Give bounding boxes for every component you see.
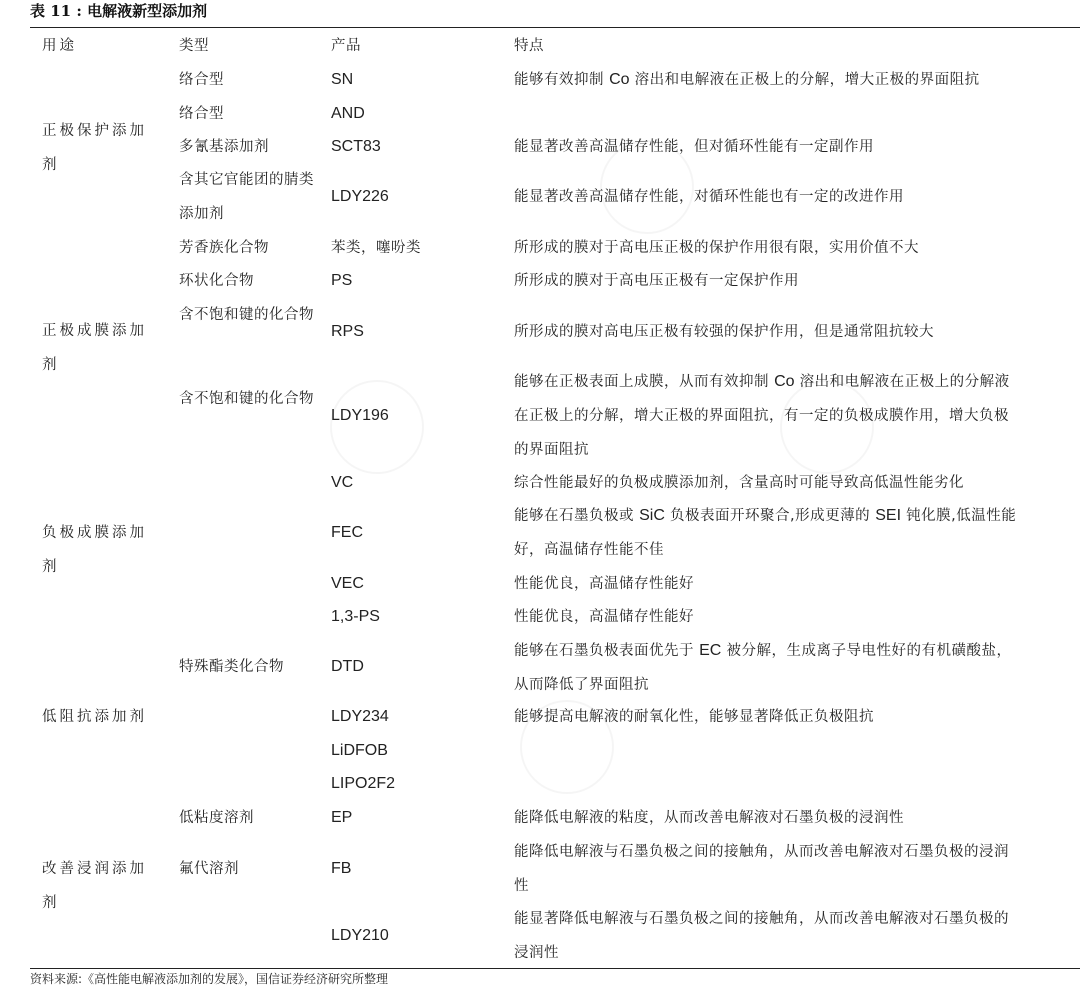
feature-cell: 能降低电解液的粘度，从而改善电解液对石墨负极的浸润性 [514,810,904,826]
type-cell: 络合型 [179,106,224,122]
type-cell: 含不饱和键的化合物 [179,307,314,323]
product-cell: LDY226 [331,188,389,205]
header-product: 产品 [331,38,361,54]
header-type: 类型 [179,38,209,54]
product-cell: LiDFOB [331,742,388,759]
product-cell: FEC [331,524,363,541]
top-rule [30,27,1080,28]
product-cell: SN [331,71,354,88]
product-cell: EP [331,809,353,826]
use-anode-film: 负极成膜添加剂 [42,525,147,575]
feature-cell: 所形成的膜对高电压正极有较强的保护作用，但是通常阻抗较大 [514,324,934,340]
feature-cell: 能够在正极表面上成膜，从而有效抑制 Co 溶出和电解液在正极上的分解液 在正极上的分解，增大正极的界面阻抗，有一定的负极成膜作用，增大负极 的界面阻抗 [514,373,1010,458]
product-cell: RPS [331,323,364,340]
feature-cell: 能够提高电解液的耐氧化性，能够显著降低正负极阻抗 [514,709,874,725]
bottom-rule [30,968,1080,969]
use-cathode-film: 正极成膜添加剂 [42,323,147,373]
feature-cell: 能显著改善高温储存性能，但对循环性能有一定副作用 [514,139,874,155]
product-cell: AND [331,105,365,122]
header-use: 用途 [42,38,77,54]
feature-cell: 所形成的膜对于高电压正极有一定保护作用 [514,273,799,289]
feature-cell: 能降低电解液与石墨负极之间的接触角，从而改善电解液对石墨负极的浸润 性 [514,844,1009,894]
type-cell: 低粘度溶剂 [179,810,254,826]
type-cell: 环状化合物 [179,273,254,289]
feature-cell: 所形成的膜对于高电压正极的保护作用很有限，实用价值不大 [514,240,919,256]
product-cell: 1,3-PS [331,608,380,625]
product-cell: VEC [331,575,364,592]
type-cell: 含不饱和键的化合物 [179,391,314,407]
feature-cell: 能显著降低电解液与石墨负极之间的接触角，从而改善电解液对石墨负极的 浸润性 [514,911,1009,961]
feature-cell: 能显著改善高温储存性能，对循环性能也有一定的改进作用 [514,189,904,205]
type-cell: 络合型 [179,72,224,88]
product-cell: SCT83 [331,138,381,155]
type-cell: 多氰基添加剂 [179,139,269,155]
type-cell: 氟代溶剂 [179,861,239,877]
type-cell: 芳香族化合物 [179,240,269,256]
product-cell: LDY234 [331,708,389,725]
header-feature: 特点 [514,38,544,54]
product-cell: DTD [331,658,364,675]
product-cell: FB [331,860,352,877]
feature-cell: 性能优良，高温储存性能好 [514,609,694,625]
feature-cell: 能够在石墨负极表面优先于 EC 被分解，生成离子导电性好的有机磺酸盐， 从而降低了界面阻抗 [514,642,1012,693]
type-cell: 特殊酯类化合物 [179,659,284,675]
product-cell: 苯类，噻吩类 [331,240,421,256]
product-cell: PS [331,272,353,289]
feature-cell: 能够在石墨负极或 SiC 负极表面开环聚合,形成更薄的 SEI 钝化膜,低温性能 好，高温储存性能不佳 [514,507,1017,558]
feature-cell: 性能优良，高温储存性能好 [514,576,694,592]
source-note: 资料来源:《高性能电解液添加剂的发展》，国信证券经济研究所整理 [30,972,389,986]
use-cathode-protection: 正极保护添加剂 [42,123,147,173]
product-cell: LDY210 [331,927,389,944]
use-low-impedance: 低阻抗添加剂 [42,709,147,725]
type-cell: 含其它官能团的腈类添加剂 [179,172,314,222]
feature-cell: 能够有效抑制 Co 溶出和电解液在正极上的分解，增大正极的界面阻抗 [514,71,980,88]
feature-cell: 综合性能最好的负极成膜添加剂，含量高时可能导致高低温性能劣化 [514,475,964,491]
product-cell: LDY196 [331,407,389,424]
product-cell: LIPO2F2 [331,775,396,792]
table-title: 表 11 : 电解液新型添加剂 [30,2,208,20]
use-wetting: 改善浸润添加剂 [42,861,147,911]
product-cell: VC [331,474,354,491]
